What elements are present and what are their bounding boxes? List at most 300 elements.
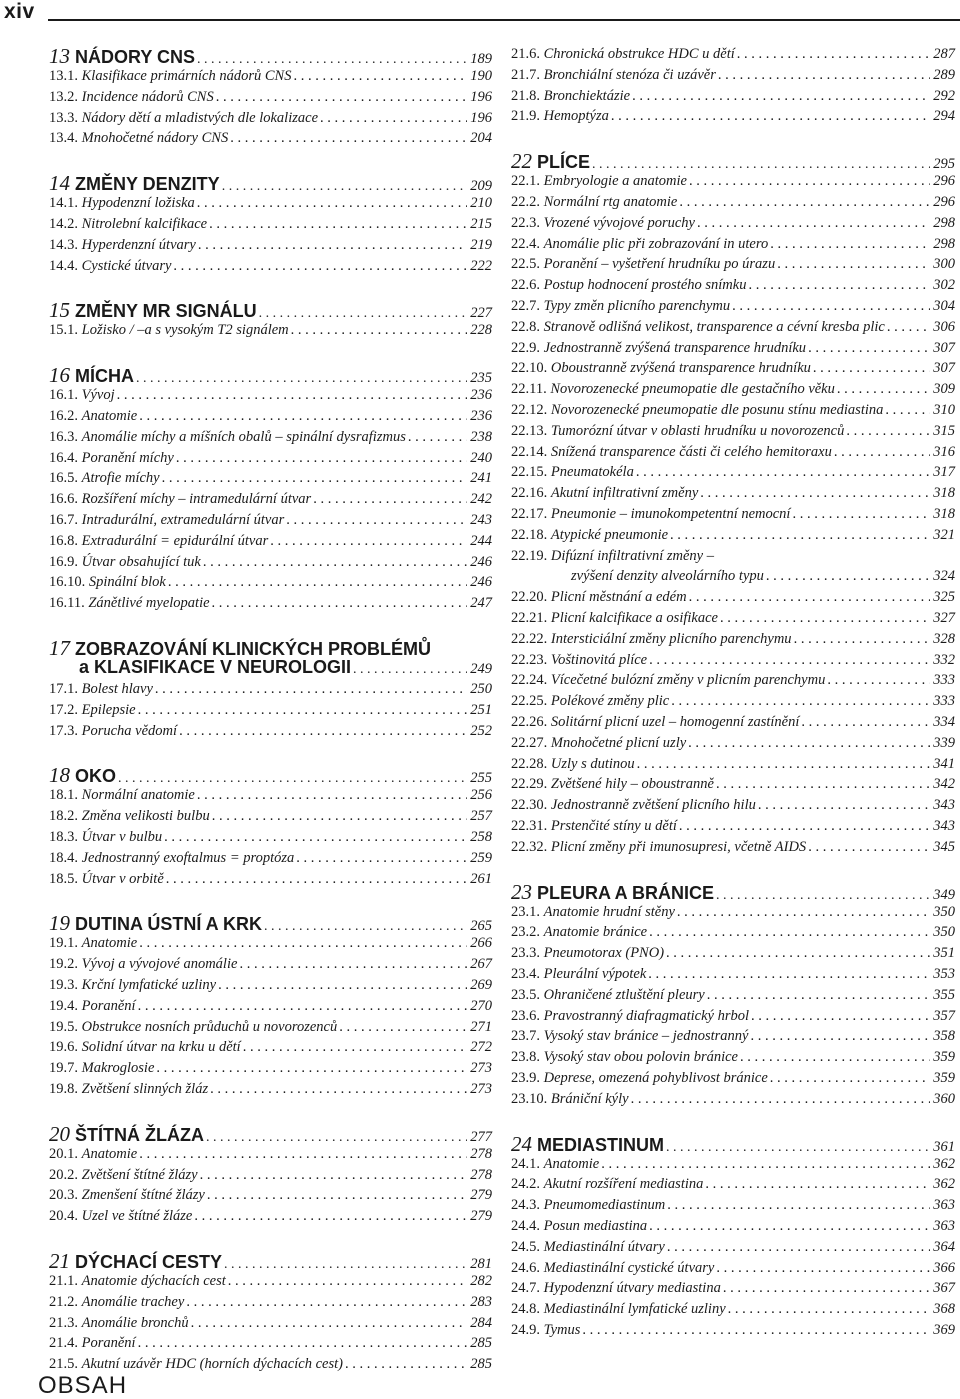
page-ref: 294 [933,108,955,125]
toc-section-entry[interactable] [511,1239,955,1256]
toc-section-entry[interactable] [49,808,492,825]
chapter-title [511,880,714,905]
section-title [49,956,237,973]
dot-leader [883,402,930,419]
section-title-text: Incidence nádorů CNS [81,88,214,105]
section-number: 23.7. [511,1028,544,1045]
section-title-text: Uzel ve štítné žláze [81,1208,193,1225]
section-number: 19.4. [49,997,82,1014]
dot-leader [318,110,467,127]
section-number: 19.8. [49,1081,82,1097]
toc-section-entry[interactable] [511,464,955,481]
section-title-text: Anatomie dýchacích cest [81,1273,226,1289]
toc-section-entry[interactable] [511,904,955,921]
dot-leader [726,1301,931,1318]
page-ref: 333 [933,693,955,710]
section-title-text: Bronchiektázie [543,87,631,104]
section-title-text: Epilepsie [81,701,136,718]
toc-section-entry[interactable] [49,1356,492,1373]
dot-leader [806,340,930,357]
toc-section-entry[interactable] [49,1208,492,1225]
section-title [511,1322,580,1339]
toc-section-entry[interactable] [511,1197,955,1214]
toc-section-entry[interactable] [511,1301,955,1318]
section-number: 13.3. [49,109,82,126]
toc-section-entry[interactable] [49,216,492,233]
toc-chapter-entry[interactable] [49,171,492,196]
toc-section-entry[interactable] [49,1187,492,1204]
dot-leader [835,381,930,398]
section-title [49,450,174,467]
chapter-title-text: DÝCHACÍ CESTY [75,1252,223,1272]
section-title [49,1039,241,1056]
section-title-text: Normální anatomie [81,787,195,804]
toc-section-entry[interactable] [49,723,492,740]
toc-section-entry[interactable] [511,1156,955,1173]
section-title-text: Změna velikosti bulbu [81,808,210,825]
section-title-text: Zvětšení slinných žláz [81,1081,209,1097]
section-title-text: Atrofie míchy [81,470,160,487]
toc-section-entry[interactable] [49,977,492,994]
section-title-text: Uzly s dutinou [550,755,635,772]
dot-leader [634,464,930,481]
section-number: 22.20. [511,589,551,606]
dot-leader [695,215,930,232]
toc-section-entry[interactable] [49,322,492,339]
section-title [511,485,698,502]
section-title [511,1239,665,1256]
section-title [511,215,695,232]
dot-leader [735,46,930,63]
toc-section-entry[interactable] [49,533,492,550]
toc-section-entry[interactable] [49,110,492,127]
page-ref: 196 [470,109,492,126]
toc-section-entry[interactable] [49,1019,492,1036]
toc-section-entry[interactable] [49,1039,492,1056]
toc-section-entry[interactable] [49,554,492,571]
section-title [511,402,883,419]
page-ref: 292 [933,87,955,104]
toc-section-entry[interactable] [511,987,955,1004]
dot-leader [196,237,467,254]
toc-section-entry[interactable] [49,702,492,719]
dot-leader [198,1167,468,1184]
page-ref: 249 [470,661,492,677]
toc-section-entry[interactable] [49,258,492,275]
section-title-text: Snížená transparence části či celého hemitoraxu [550,443,832,460]
toc-section-entry[interactable] [511,485,955,502]
toc-section-entry[interactable] [511,1049,955,1066]
toc-chapter-entry[interactable] [49,763,492,788]
toc-section-entry[interactable] [511,589,955,606]
dot-leader [210,808,468,825]
section-title [511,1028,748,1045]
section-number: 22.4. [511,235,544,252]
section-title [49,68,291,85]
section-number: 19.7. [49,1060,82,1077]
dot-leader [208,1081,467,1098]
page-ref: 359 [933,1070,955,1086]
toc-section-entry[interactable] [511,776,955,793]
toc-section-entry[interactable] [511,1176,955,1193]
toc-section-entry[interactable] [511,1091,955,1108]
dot-leader [646,966,930,983]
section-number: 22.23. [511,651,551,668]
section-title [49,110,318,127]
page-ref: 273 [470,1081,492,1097]
section-number: 22.6. [511,277,544,294]
toc-section-entry[interactable] [49,935,492,952]
dot-leader [686,735,930,752]
toc-chapter-entry[interactable] [49,298,492,323]
section-title [49,681,153,698]
page-ref: 266 [470,935,492,952]
page-ref: 283 [470,1293,492,1310]
section-title [511,1280,721,1297]
toc-section-entry[interactable] [511,381,955,398]
toc-section-entry[interactable] [511,1028,955,1045]
section-title [49,408,137,425]
toc-section-entry[interactable] [511,945,955,962]
dot-leader [832,444,930,461]
toc-section-entry[interactable] [511,46,955,63]
section-number: 22.9. [511,339,544,356]
toc-section-entry[interactable] [49,130,492,147]
section-number: 23.4. [511,966,544,982]
toc-section-entry[interactable] [511,423,955,440]
page-ref: 309 [933,381,955,398]
chapter-title [511,149,590,174]
dot-leader [775,256,930,273]
section-title [49,1187,205,1204]
dot-leader [228,130,467,147]
dot-leader [189,1315,468,1332]
toc-section-entry[interactable] [511,610,955,627]
toc-section-entry[interactable] [511,1008,955,1025]
section-number: 22.25. [511,693,551,710]
toc-section-entry[interactable] [49,89,492,106]
dot-leader [630,88,930,105]
section-number: 22.22. [511,630,551,647]
page-ref: 302 [933,277,955,294]
toc-section-entry[interactable] [511,966,955,983]
section-title [49,977,216,994]
toc-chapter-entry[interactable] [49,44,492,69]
section-number: 17.2. [49,701,82,718]
section-title-text: Poranění – vyšetření hrudníku po úrazu [543,256,776,273]
section-title-text: Porucha vědomí [81,722,178,739]
page-ref: 367 [933,1280,955,1297]
chapter-title-text: ŠTÍTNÁ ŽLÁZA [75,1124,204,1145]
page-ref: 235 [470,370,492,387]
section-title [49,723,177,740]
section-title [49,829,162,846]
toc-section-entry[interactable] [49,1060,492,1077]
page-ref: 332 [933,651,955,668]
page-ref: 284 [470,1314,492,1331]
dot-leader [406,429,467,446]
toc-section-entry[interactable] [511,277,955,294]
toc-section-entry[interactable] [49,450,492,467]
chapter-number: 14 [49,171,70,196]
section-number: 19.3. [49,977,82,993]
section-number: 21.4. [49,1335,82,1352]
toc-section-entry[interactable] [511,215,955,232]
section-number: 22.28. [511,755,551,772]
section-title [511,444,832,461]
toc-chapter-entry[interactable] [511,1132,955,1157]
section-title [511,610,718,627]
toc-section-entry[interactable] [511,360,955,377]
toc-section-entry[interactable] [49,850,492,867]
section-number: 23.2. [511,924,544,941]
toc-chapter-entry[interactable] [49,363,492,388]
toc-section-entry[interactable] [511,652,955,669]
section-title-text: Nádory dětí a mladistvých dle lokalizace [81,109,319,126]
toc-section-entry[interactable] [49,1335,492,1352]
page-ref: 362 [933,1155,955,1172]
toc-section-entry[interactable] [49,491,492,508]
page-ref: 360 [933,1090,955,1107]
toc-section-continuation [511,568,955,585]
section-number: 22.15. [511,464,551,481]
toc-section-entry[interactable] [49,829,492,846]
page-ref: 222 [470,257,492,274]
dot-leader [162,829,467,846]
section-title [49,1273,226,1290]
section-number: 22.10. [511,360,551,377]
chapter-title [49,298,257,323]
toc-section-entry[interactable] [511,402,955,419]
dot-leader [154,1060,467,1077]
section-title-text: Cystické útvary [81,257,172,274]
toc-section-entry[interactable] [511,88,955,105]
toc-section-entry[interactable] [511,714,955,731]
section-title-text: Hypodenzní útvary mediastina [543,1280,721,1297]
toc-section-entry[interactable] [511,1280,955,1297]
toc-section-entry[interactable] [511,672,955,689]
toc-chapter-entry[interactable] [49,1249,492,1274]
toc-section-entry[interactable] [511,797,955,814]
toc-section-entry[interactable] [511,735,955,752]
toc-section-entry[interactable] [49,195,492,212]
dot-leader [201,554,467,571]
section-title [511,506,790,523]
page-ref: 256 [470,787,492,804]
toc-section-entry[interactable] [49,512,492,529]
toc-chapter-entry[interactable] [511,880,955,905]
page-ref: 315 [933,422,955,439]
dot-leader [635,756,931,773]
toc-section-entry[interactable] [49,1167,492,1184]
toc-section-entry[interactable] [511,340,955,357]
chapter-title [49,911,262,936]
page-ref: 358 [933,1028,955,1045]
dot-leader [730,298,930,315]
dot-leader [164,871,467,888]
section-title-text: Brániční kýly [550,1090,629,1107]
toc-section-entry[interactable] [49,787,492,804]
section-title-text: Útvar v bulbu [81,829,163,845]
section-title [49,258,171,275]
section-title [49,322,289,339]
section-number: 23.5. [511,986,544,1003]
page-ref: 271 [470,1018,492,1035]
toc-section-entry[interactable] [511,506,955,523]
section-title-text: Mnohočetné nádory CNS [81,130,229,147]
toc-section-entry[interactable] [49,681,492,698]
dot-leader [764,568,930,585]
section-number: 16.4. [49,449,82,466]
section-title [49,89,214,106]
page-ref: 279 [470,1187,492,1204]
section-title-text: Intersticiální změny plicního parenchymu [550,630,792,647]
toc-section-entry[interactable] [511,444,955,461]
page-ref: 353 [933,966,955,982]
chapter-title-text: MÍCHA [75,366,134,387]
toc-section-entry[interactable] [511,108,955,125]
section-title [511,693,669,710]
section-title-text: Zmenšení štítné žlázy [81,1187,205,1204]
dot-leader [284,512,467,529]
toc-section-entry[interactable] [49,1315,492,1332]
toc-section-entry[interactable] [49,871,492,888]
section-number: 13.1. [49,68,82,84]
page-ref: 349 [933,886,955,903]
toc-section-entry[interactable] [511,818,955,835]
section-title [49,871,164,888]
toc-section-entry[interactable] [49,1273,492,1290]
toc-section-entry[interactable] [511,693,955,710]
page-ref: 296 [933,194,955,210]
toc-section-entry[interactable] [49,68,492,85]
toc-section-entry[interactable] [49,387,492,404]
toc-section-entry[interactable] [49,1081,492,1098]
page-ref: 282 [470,1273,492,1289]
page-ref: 350 [933,924,955,941]
chapter-title-text: PLEURA A BRÁNICE [537,882,715,903]
section-title-text: Zvětšené hily – oboustranně [550,776,714,793]
toc-section-entry[interactable] [49,595,492,612]
section-title [49,1081,208,1098]
toc-section-entry[interactable] [49,574,492,591]
toc-section-entry[interactable] [49,1146,492,1163]
toc-section-entry[interactable] [511,256,955,273]
dot-leader [136,998,468,1015]
toc-chapter-entry[interactable] [511,149,955,174]
dot-leader [205,1187,467,1204]
toc-section-entry[interactable] [511,173,955,190]
section-title-text: Akutní rozšíření mediastina [543,1176,704,1193]
toc-section-entry[interactable] [511,1070,955,1087]
section-title-text: Anatomie [81,935,138,952]
section-number: 22.26. [511,714,551,730]
section-number: 21.5. [49,1356,82,1373]
dot-leader [714,1260,930,1277]
toc-section-entry[interactable] [49,956,492,973]
section-number: 16.7. [49,512,82,528]
toc-section-entry[interactable] [511,924,955,941]
section-title-text: Anatomie [81,408,138,424]
toc-chapter-entry[interactable] [49,1122,492,1147]
page-ref: 270 [470,997,492,1014]
toc-chapter-entry[interactable] [49,911,492,936]
toc-section-entry[interactable] [511,1260,955,1277]
page-ref: 252 [470,722,492,739]
section-title [511,1218,647,1235]
dot-leader [351,662,467,678]
toc-section-entry[interactable] [511,527,955,544]
page-ref: 246 [470,574,492,591]
toc-section-entry[interactable] [511,839,955,856]
toc-section-entry[interactable] [511,631,955,648]
section-title [49,1167,198,1184]
toc-section-entry[interactable] [49,408,492,425]
dot-leader [825,672,930,689]
dot-leader [226,1273,467,1290]
toc-section-entry[interactable] [511,298,955,315]
section-title [49,850,294,867]
section-title [49,195,195,212]
section-title-text: Novorozenecké pneumopatie dle gestačního věku [550,381,835,398]
toc-section-entry[interactable] [511,236,955,253]
toc-section-entry[interactable] [49,998,492,1015]
toc-section-entry[interactable] [511,756,955,773]
section-number: 18.3. [49,829,82,845]
section-number: 24.1. [511,1155,544,1172]
chapter-title [49,763,116,788]
section-title [511,797,756,814]
dot-leader [160,470,468,487]
section-title [49,216,207,233]
section-number: 22.14. [511,443,551,460]
section-title-text: Mediastinální útvary [543,1238,665,1255]
toc-section-entry[interactable] [49,470,492,487]
section-number: 22.16. [511,485,551,502]
toc-section-entry[interactable] [49,237,492,254]
toc-section-entry[interactable] [49,429,492,446]
dot-leader [195,195,467,212]
chapter-number: 23 [511,879,532,904]
section-title [511,756,635,773]
toc-section-entry[interactable] [49,1294,492,1311]
dot-leader [664,945,930,962]
page-ref: 359 [933,1049,955,1066]
section-title-text: Solidní útvar na krku u dětí [81,1039,241,1056]
page-ref: 285 [470,1356,492,1373]
toc-section-entry[interactable] [511,194,955,211]
page-ref: 298 [933,214,955,231]
section-title-text: Postup hodnocení prostého snímku [543,277,747,294]
toc-section-entry[interactable] [511,319,955,336]
page-ref: 247 [470,595,492,612]
section-title [511,360,811,377]
toc-section-entry[interactable] [511,1322,955,1339]
toc-section-entry[interactable] [511,548,955,565]
section-title-text: Poranění míchy [81,449,174,466]
section-title [49,702,136,719]
section-number: 22.18. [511,526,551,543]
section-title [49,554,201,571]
page-ref: 196 [470,88,492,105]
section-title-text: Hemoptýza [543,108,609,125]
section-title-text: Tymus [543,1322,581,1338]
toc-chapter-entry-continuation [79,657,492,678]
toc-section-entry[interactable] [511,1218,955,1235]
section-title [511,966,646,983]
toc-section-entry[interactable] [511,67,955,84]
section-number: 22.12. [511,402,551,418]
